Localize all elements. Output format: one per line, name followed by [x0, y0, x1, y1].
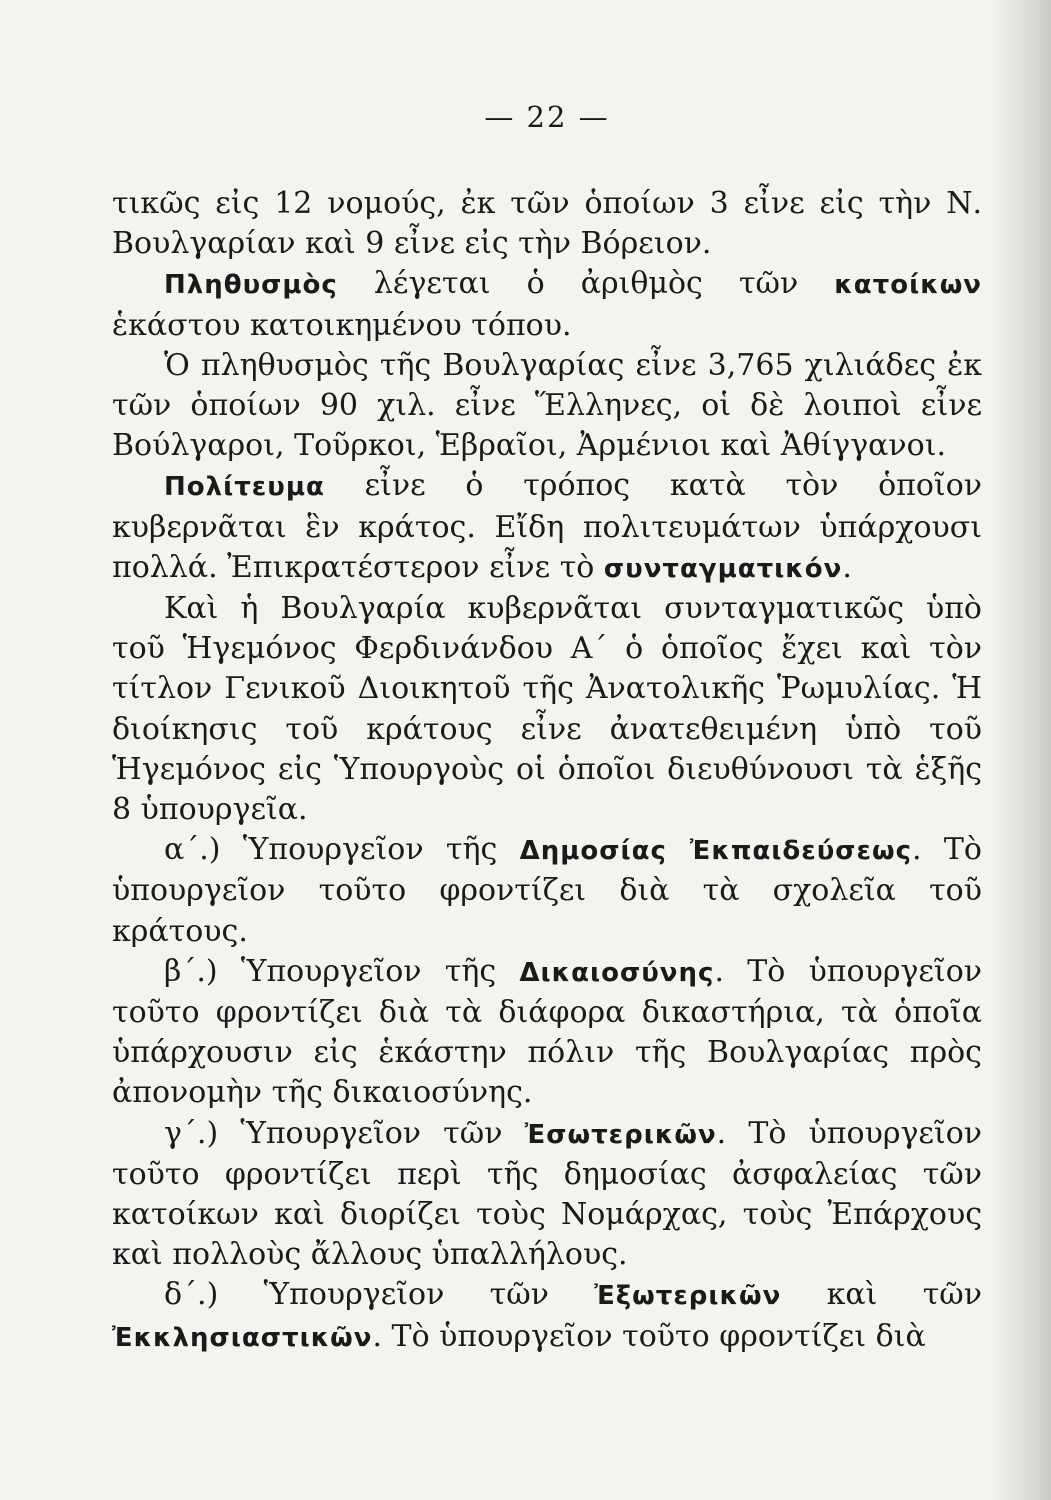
text-run: εἶνε ὁ τρόπος κατὰ τὸν ὁποῖον κυβερνᾶται ἓν κράτος. Εἴδη πολιτευμάτων ὑπάρχουσι πολλά. Ἐπικρατέστερον εἶνε τὸ — [112, 468, 982, 585]
bold-term: Δημοσίας Ἐκπαιδεύσεως — [519, 836, 913, 867]
bold-term: Δικαιοσύνης — [519, 957, 715, 988]
text-run: . — [842, 549, 852, 585]
page-number: — 22 — — [484, 100, 610, 134]
text-run: . Τὸ ὑπουργεῖον τοῦτο φροντίζει διὰ τὰ σχολεῖα τοῦ κράτους. — [112, 832, 982, 949]
book-page — [112, 100, 982, 1358]
text-run: Καὶ ἡ Βουλγαρία κυβερνᾶται συνταγματικῶς ὑπὸ τοῦ Ἡγεμόνος Φερδινάνδου Α΄ ὁ ὁποῖος ἔχει καὶ τὸν τίτλον Γενικοῦ Διοικητοῦ τῆς Ἀνατολικῆς Ῥωμυλίας. Ἡ διοίκησις τοῦ κράτους εἶνε ἀνατεθειμένη ὑπὸ τοῦ Ἡγεμόνος εἰς Ὑπουργοὺς οἱ ὁποῖοι διευθύνουσι τὰ ἑξῆς 8 ὑπουργεῖα. — [112, 591, 982, 828]
page-edge-shadow — [991, 0, 1051, 1500]
bold-term: συνταγματικόν — [603, 553, 843, 584]
text-run: καὶ τῶν — [781, 1277, 982, 1313]
paragraph — [112, 264, 982, 345]
paragraph — [112, 830, 982, 952]
text-run: γ΄.) Ὑπουργεῖον τῶν — [164, 1115, 525, 1151]
text-run: δ΄.) Ὑπουργεῖον τῶν — [164, 1277, 595, 1313]
paragraph — [112, 1114, 982, 1276]
paragraph — [112, 1275, 982, 1357]
bold-term: κατοίκων — [834, 270, 982, 301]
bold-term: Πληθυσμὸς — [164, 270, 338, 301]
paragraph — [112, 466, 982, 589]
text-run: Ὁ πληθυσμὸς τῆς Βουλγαρίας εἶνε 3,765 χιλιάδες ἐκ τῶν ὁποίων 90 χιλ. εἶνε Ἕλληνες, οἱ δὲ λοιποὶ εἶνε Βούλγαροι, Τοῦρκοι, Ἑβραῖοι, Ἀρμένιοι καὶ Ἀθίγγανοι. — [112, 347, 982, 464]
text-run: . Τὸ ὑπουργεῖον τοῦτο φροντίζει περὶ τῆς δημοσίας ἀσφαλείας τῶν κατοίκων καὶ διορίζει τοὺς Νομάρχας, τοὺς Ἐπάρχους καὶ πολλοὺς ἄλλους ὑπαλλήλους. — [112, 1115, 982, 1273]
bold-term: Πολίτευμα — [164, 472, 325, 503]
bold-term: Ἐξωτερικῶν — [594, 1281, 782, 1312]
paragraph — [112, 952, 982, 1114]
text-run: . Τὸ ὑπουργεῖον τοῦτο φροντίζει διὰ τὰ διάφορα δικαστήρια, τὰ ὁποῖα ὑπάρχουσιν εἰς ἑκάστην πόλιν τῆς Βουλγαρίας πρὸς ἀπονομὴν τῆς δικαιοσύνης. — [112, 953, 982, 1111]
paragraph — [112, 589, 982, 830]
page-body-text — [112, 184, 982, 1358]
text-run: . Τὸ ὑπουργεῖον τοῦτο φροντίζει διὰ — [372, 1318, 926, 1354]
text-run: α΄.) Ὑπουργεῖον τῆς — [164, 832, 520, 868]
paragraph — [112, 184, 982, 264]
text-run: ἑκάστου κατοικημένου τόπου. — [112, 307, 572, 343]
paragraph — [112, 346, 982, 467]
text-run: τικῶς εἰς 12 νομούς, ἐκ τῶν ὁποίων 3 εἶνε εἰς τὴν Ν. Βουλγαρίαν καὶ 9 εἶνε εἰς τὴν Βόρειον. — [112, 186, 982, 262]
text-run: λέγεται ὁ ἀριθμὸς τῶν — [337, 266, 835, 302]
bold-term: Ἐσωτερικῶν — [524, 1119, 717, 1150]
bold-term: Ἐκκλησιαστικῶν — [112, 1322, 373, 1353]
text-run: β΄.) Ὑπουργεῖον τῆς — [164, 953, 520, 989]
